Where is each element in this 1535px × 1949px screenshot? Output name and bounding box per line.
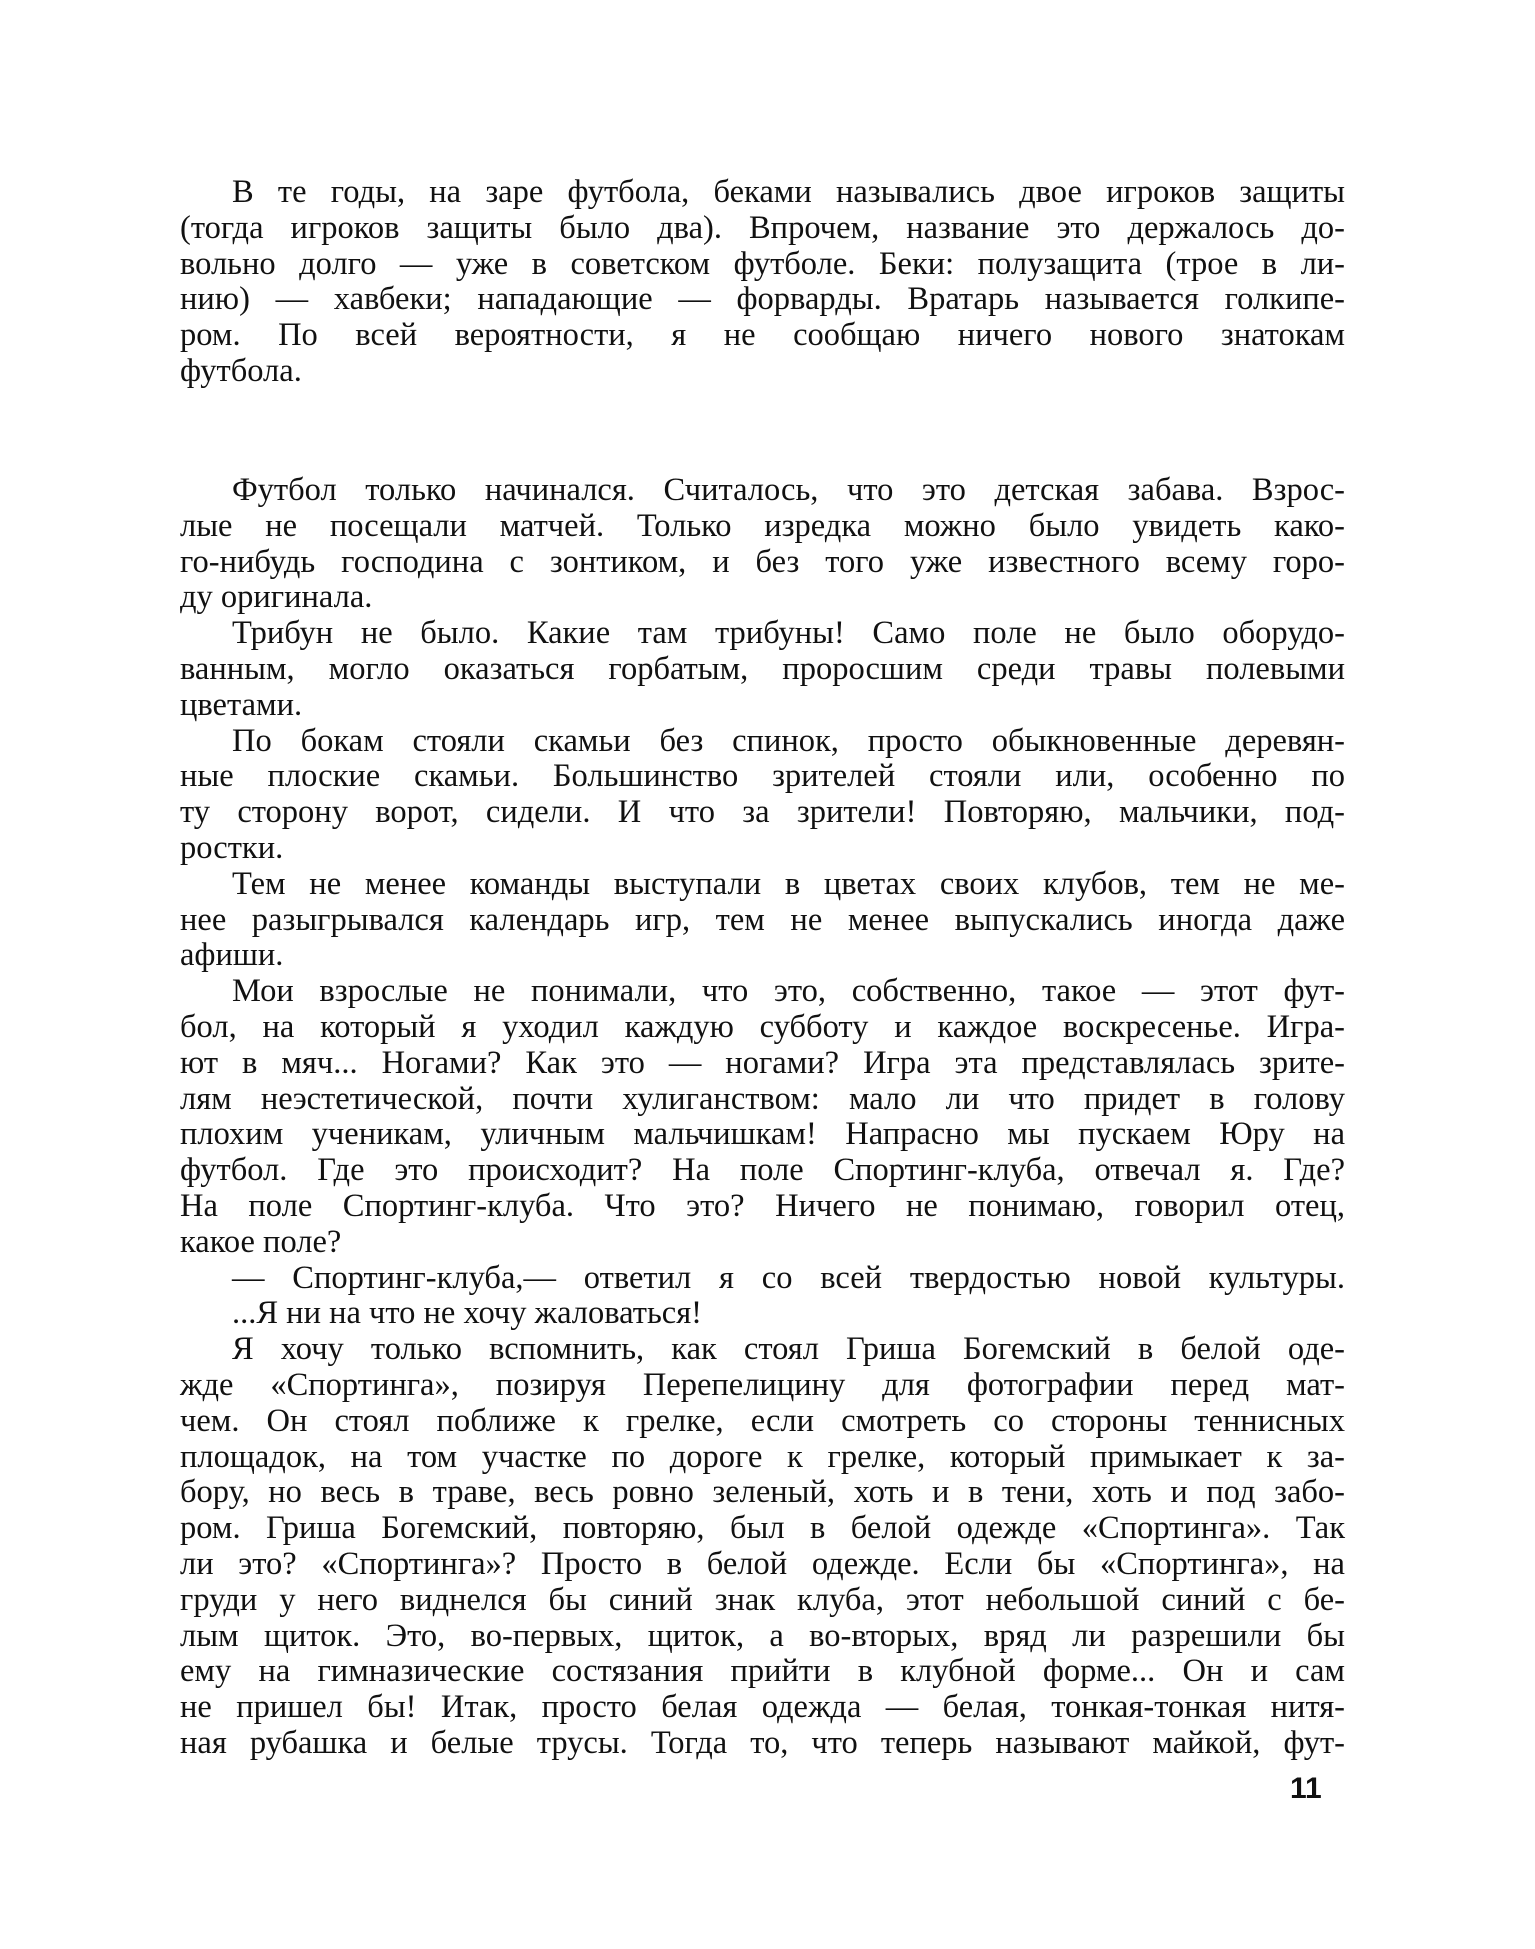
- text-line: цветами.: [180, 686, 303, 723]
- text-line: ванным, могло оказаться горбатым, проросшим среди травы полевыми: [180, 650, 1345, 687]
- text-line: — Спортинг-клуба,— ответил я со всей твердостью новой культуры.: [232, 1259, 1345, 1296]
- text-line: лям неэстетической, почти хулиганством: мало ли что придет в голову: [180, 1080, 1345, 1117]
- text-section-backs: [180, 175, 1345, 390]
- text-line: груди у него виднелся бы синий знак клуба, этот небольшой синий с бе-: [180, 1581, 1345, 1618]
- text-line: футбол. Где это происходит? На поле Спортинг-клуба, отвечал я. Где?: [180, 1152, 1345, 1189]
- text-line: го-нибудь господина с зонтиком, и без того уже известного всему горо-: [180, 543, 1345, 580]
- text-line: Футбол только начинался. Считалось, что это детская забава. Взрос-: [232, 472, 1345, 508]
- text-line: В те годы, на заре футбола, беками назывались двое игроков защиты: [232, 174, 1345, 210]
- text-line: ду оригинала.: [180, 579, 373, 616]
- text-line: ром. По всей вероятности, я не сообщаю ничего нового знатокам: [180, 317, 1345, 354]
- page-number: 11: [1290, 1772, 1322, 1805]
- text-line: По бокам стояли скамьи без спинок, просто обыкновенные деревян-: [232, 722, 1345, 759]
- text-line: На поле Спортинг-клуба. Что это? Ничего не понимаю, говорил отец,: [180, 1187, 1345, 1224]
- text-line: ром. Гриша Богемский, повторяю, был в белой одежде «Спортинга». Так: [180, 1510, 1345, 1547]
- text-line: ные плоские скамьи. Большинство зрителей стояли или, особенно по: [180, 758, 1345, 795]
- text-line: Тем не менее команды выступали в цветах своих клубов, тем не ме-: [232, 865, 1345, 902]
- text-line: какое поле?: [180, 1223, 342, 1260]
- text-line: Мои взрослые не понимали, что это, собственно, такое — этот фут-: [232, 973, 1345, 1010]
- text-section-football: [180, 473, 1345, 1762]
- text-line: лым щиток. Это, во-первых, щиток, а во-вторых, вряд ли разрешили бы: [180, 1617, 1345, 1654]
- text-line: лые не посещали матчей. Только изредка можно было увидеть како-: [180, 507, 1345, 544]
- text-line: афиши.: [180, 937, 284, 974]
- text-line: чем. Он стоял поближе к грелке, если смотреть со стороны теннисных: [180, 1402, 1345, 1439]
- text-line: нию) — хавбеки; нападающие — форварды. Вратарь называется голкипе-: [180, 281, 1345, 318]
- text-line: ...Я ни на что не хочу жаловаться!: [232, 1295, 702, 1332]
- text-line: вольно долго — уже в советском футболе. Беки: полузащита (трое в ли-: [180, 245, 1345, 282]
- text-line: Я хочу только вспомнить, как стоял Гриша Богемский в белой оде-: [232, 1331, 1345, 1368]
- text-line: футбола.: [180, 352, 302, 389]
- text-line: не пришел бы! Итак, просто белая одежда — белая, тонкая-тонкая нитя-: [180, 1689, 1345, 1726]
- text-line: ли это? «Спортинга»? Просто в белой одежде. Если бы «Спортинга», на: [180, 1545, 1345, 1582]
- text-line: ют в мяч... Ногами? Как это — ногами? Игра эта представлялась зрите-: [180, 1044, 1345, 1081]
- text-line: ная рубашка и белые трусы. Тогда то, что теперь называют майкой, фут-: [180, 1724, 1345, 1761]
- text-line: плохим ученикам, уличным мальчишкам! Напрасно мы пускаем Юру на: [180, 1116, 1345, 1153]
- text-line: (тогда игроков защиты было два). Впрочем, название это держалось до-: [180, 209, 1345, 246]
- text-line: жде «Спортинга», позируя Перепелицину для фотографии перед мат-: [180, 1366, 1345, 1403]
- text-line: ту сторону ворот, сидели. И что за зрители! Повторяю, мальчики, под-: [180, 794, 1345, 831]
- text-line: площадок, на том участке по дороге к грелке, который примыкает к за-: [180, 1438, 1345, 1475]
- text-line: бол, на который я уходил каждую субботу и каждое воскресенье. Игра-: [180, 1008, 1345, 1045]
- text-line: бору, но весь в траве, весь ровно зеленый, хоть и в тени, хоть и под забо-: [180, 1474, 1345, 1511]
- text-line: ростки.: [180, 829, 284, 866]
- text-line: Трибун не было. Какие там трибуны! Само поле не было оборудо-: [232, 615, 1345, 652]
- text-line: ему на гимназические состязания прийти в клубной форме... Он и сам: [180, 1653, 1345, 1690]
- text-line: нее разыгрывался календарь игр, тем не менее выпускались иногда даже: [180, 901, 1345, 938]
